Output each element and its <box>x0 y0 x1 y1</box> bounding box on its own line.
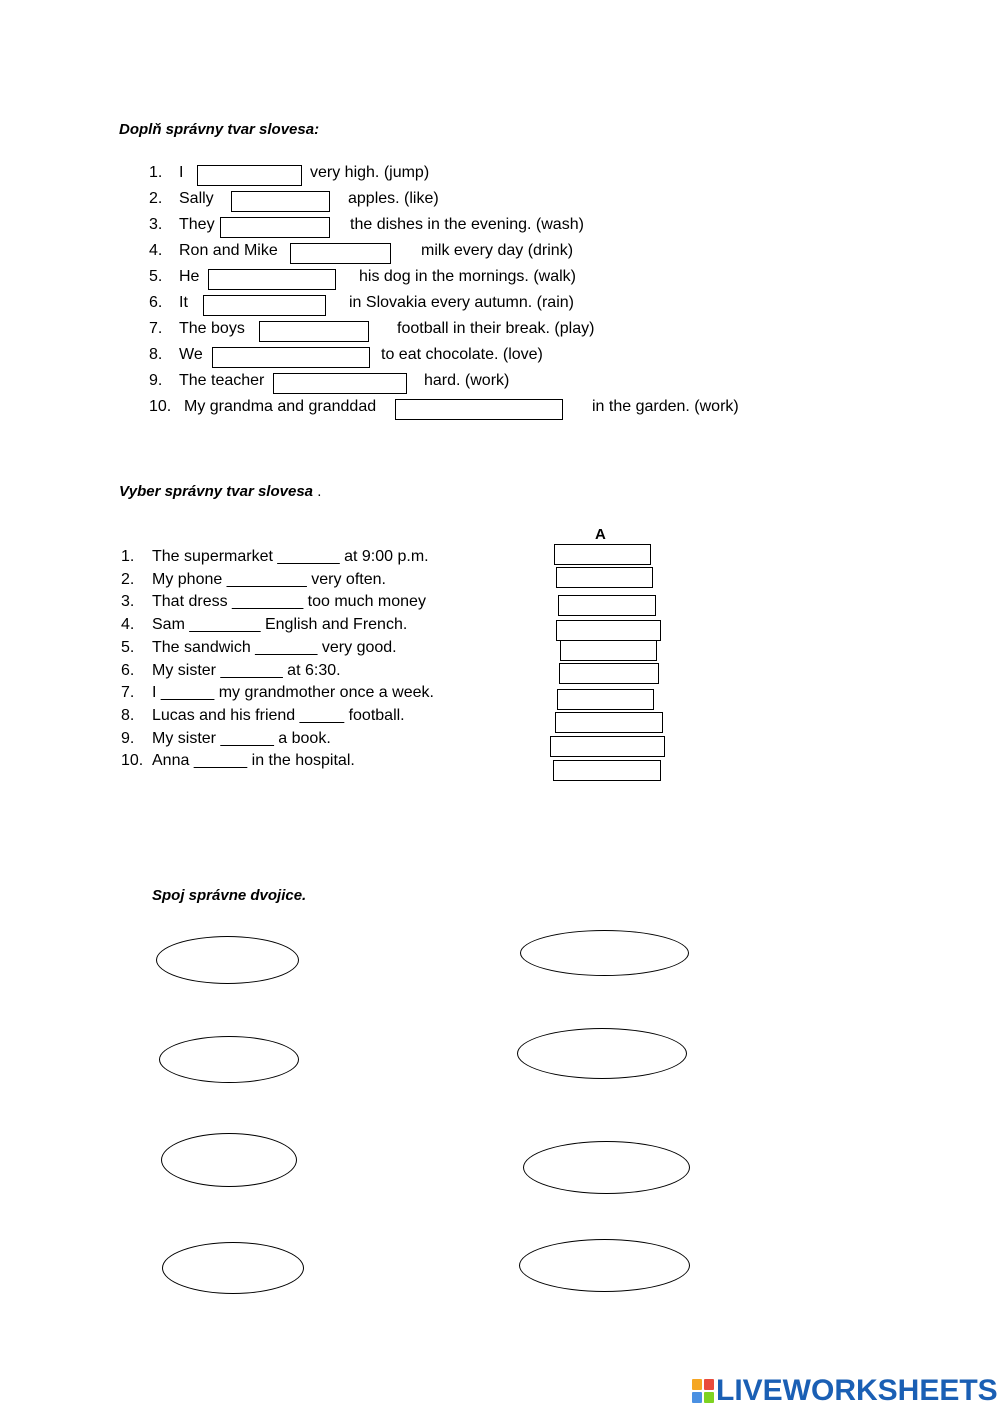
s1-item-number: 6. <box>149 294 163 311</box>
s2-item-number: 1. <box>121 548 135 565</box>
s1-answer-box[interactable] <box>220 217 330 238</box>
s1-item-number: 1. <box>149 164 163 181</box>
s1-item-rest: very high. (jump) <box>310 164 430 181</box>
match-oval-right-1[interactable] <box>520 930 689 976</box>
s2-item-sentence: My sister _______ at 6:30. <box>152 661 341 679</box>
s1-item-rest: apples. (like) <box>348 190 439 207</box>
match-oval-left-2[interactable] <box>159 1036 299 1083</box>
s1-item-subject: Sally <box>179 190 214 207</box>
s2-answer-box[interactable] <box>559 663 659 684</box>
s1-item-subject: The boys <box>179 320 245 337</box>
section2-title <box>119 483 321 500</box>
s2-item-number: 6. <box>121 661 135 679</box>
s1-item-number: 5. <box>149 268 163 285</box>
s2-item-sentence: Lucas and his friend _____ football. <box>152 706 405 724</box>
match-oval-right-4[interactable] <box>519 1239 690 1292</box>
s2-item-sentence: The sandwich _______ very good. <box>152 638 397 656</box>
s1-item-subject: We <box>179 346 203 363</box>
section2-title-text: Vyber správny tvar slovesa <box>119 483 314 500</box>
s2-answer-box[interactable] <box>556 620 661 641</box>
s2-answer-box[interactable] <box>557 689 654 710</box>
s1-answer-box[interactable] <box>203 295 326 316</box>
s1-answer-box[interactable] <box>208 269 336 290</box>
s2-item-number: 4. <box>121 616 135 634</box>
s2-item-number: 9. <box>121 729 135 747</box>
section1-title: Doplň správny tvar slovesa: <box>119 121 320 138</box>
s2-item-sentence: Anna ______ in the hospital. <box>152 752 355 770</box>
s2-item-sentence: Sam ________ English and French. <box>152 616 408 634</box>
s1-item-subject: They <box>179 216 215 233</box>
s1-answer-box[interactable] <box>273 373 407 394</box>
s1-answer-box[interactable] <box>212 347 370 368</box>
s1-item-number: 10. <box>149 398 172 415</box>
answer-column-header: A <box>595 526 606 543</box>
s1-item-subject: I <box>179 164 184 181</box>
section2-title-dot: . <box>317 483 322 500</box>
liveworksheets-logo <box>692 1374 998 1408</box>
s1-item-subject: Ron and Mike <box>179 242 278 259</box>
match-oval-left-4[interactable] <box>162 1242 304 1294</box>
s1-answer-box[interactable] <box>197 165 302 186</box>
s1-item-rest: hard. (work) <box>424 372 510 389</box>
s1-item-rest: the dishes in the evening. (wash) <box>350 216 584 233</box>
s1-item-rest: his dog in the mornings. (walk) <box>359 268 576 285</box>
s2-item-number: 2. <box>121 570 135 588</box>
match-oval-left-3[interactable] <box>161 1133 297 1187</box>
s2-item-sentence: My sister ______ a book. <box>152 729 331 747</box>
s1-item-rest: in Slovakia every autumn. (rain) <box>349 294 574 311</box>
s2-item-sentence: That dress ________ too much money <box>152 593 426 611</box>
s2-item-number: 3. <box>121 593 135 611</box>
s1-item-rest: football in their break. (play) <box>397 320 595 337</box>
match-oval-right-2[interactable] <box>517 1028 687 1079</box>
match-oval-right-3[interactable] <box>523 1141 690 1194</box>
s1-item-number: 9. <box>149 372 163 389</box>
match-oval-left-1[interactable] <box>156 936 299 984</box>
section3-title: Spoj správne dvojice. <box>152 887 307 904</box>
s2-answer-box[interactable] <box>555 712 663 733</box>
s1-answer-box[interactable] <box>259 321 369 342</box>
s1-item-subject: The teacher <box>179 372 265 389</box>
s2-answer-box[interactable] <box>560 640 657 661</box>
s1-item-number: 7. <box>149 320 163 337</box>
s1-item-subject: It <box>179 294 188 311</box>
s1-item-subject: My grandma and granddad <box>184 398 377 415</box>
liveworksheets-logo-text: LIVEWORKSHEETS <box>716 1374 998 1407</box>
s1-item-number: 4. <box>149 242 163 259</box>
s2-answer-box[interactable] <box>556 567 653 588</box>
s1-item-rest: milk every day (drink) <box>421 242 574 259</box>
s1-item-rest: in the garden. (work) <box>592 398 739 415</box>
s2-item-number: 8. <box>121 706 135 724</box>
s2-answer-box[interactable] <box>558 595 656 616</box>
liveworksheets-logo-icon <box>692 1377 716 1405</box>
s2-item-sentence: I ______ my grandmother once a week. <box>152 684 434 702</box>
s2-answer-box[interactable] <box>553 760 661 781</box>
s1-item-number: 8. <box>149 346 163 363</box>
s1-item-number: 2. <box>149 190 163 207</box>
s2-answer-box[interactable] <box>550 736 665 757</box>
s1-answer-box[interactable] <box>290 243 391 264</box>
s2-item-number: 10. <box>121 752 144 770</box>
s1-item-number: 3. <box>149 216 163 233</box>
s1-answer-box[interactable] <box>395 399 563 420</box>
s1-answer-box[interactable] <box>231 191 330 212</box>
s1-item-rest: to eat chocolate. (love) <box>381 346 543 363</box>
s2-answer-box[interactable] <box>554 544 651 565</box>
s2-item-number: 5. <box>121 638 135 656</box>
s2-item-number: 7. <box>121 684 135 702</box>
s2-item-sentence: My phone _________ very often. <box>152 570 386 588</box>
s2-item-sentence: The supermarket _______ at 9:00 p.m. <box>152 548 429 565</box>
s1-item-subject: He <box>179 268 200 285</box>
